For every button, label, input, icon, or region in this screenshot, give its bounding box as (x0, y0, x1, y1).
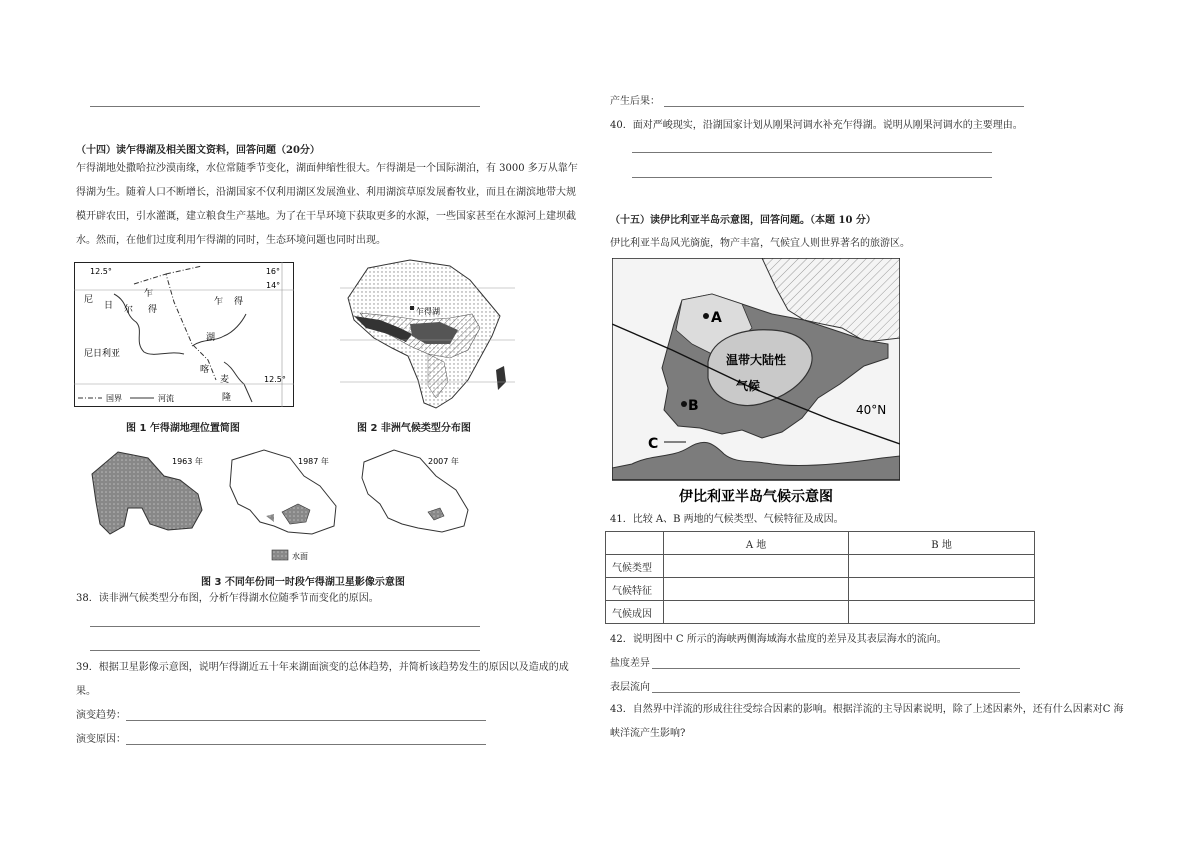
year-label: 2007 年 (428, 457, 459, 466)
figure-3-caption: 图 3 不同年份同一时段乍得湖卫星影像示意图 (201, 577, 405, 588)
table-header-cell: B 地 (849, 532, 1035, 555)
cause-answer-line[interactable] (126, 744, 486, 745)
country-label: 尼 (84, 295, 94, 305)
lake-label: 乍得湖 (416, 307, 440, 316)
lat-label: 12.5° (264, 375, 286, 384)
iberia-climate-map (612, 258, 900, 506)
year-label: 1963 年 (172, 457, 203, 466)
q14-paragraph: 乍得湖地处撒哈拉沙漠南缘，水位常随季节变化，湖面伸缩性很大。乍得湖是一个国际湖泊，有 3000 多万从靠乍得湖为生。随着人口不断增长，沿湖国家不仅利用湖区发展渔业、利用湖滨草原发展畜牧业，而且在湖滨地带大规模开辟农田，引水灌溉，建立粮食生产基地。为了在干旱环境下获取更多的水源，一些国家甚至在水源河上建坝截水。然而，在他们过度利用乍得湖的同时，生态环境问题也同时出现。 (76, 163, 578, 246)
lake-label: 乍 (144, 289, 154, 299)
legend-label: 河流 (158, 394, 174, 403)
lake-label: 湖 (206, 333, 216, 343)
answer-line[interactable] (90, 650, 480, 651)
cause-label: 演变原因： (76, 734, 126, 745)
point-b-label: B (688, 398, 699, 414)
q15-intro: 伊比利亚半岛风光旖旎，物产丰富，气候宜人则世界著名的旅游区。 (610, 238, 910, 249)
climate-comparison-table (605, 531, 1035, 624)
answer-cell[interactable] (664, 555, 849, 578)
figure-2-caption: 图 2 非洲气候类型分布图 (357, 423, 471, 434)
answer-cell[interactable] (849, 555, 1035, 578)
salinity-answer-line[interactable] (652, 668, 1020, 669)
point-c-label: C (648, 436, 659, 452)
row-label: 气候类型 (606, 555, 664, 578)
table-header-cell: A 地 (664, 532, 849, 555)
q14-header: （十四）读乍得湖及相关图文资料，回答问题（20分） (76, 145, 320, 156)
lat-label: 14° (266, 281, 281, 290)
figure-1-caption: 图 1 乍得湖地理位置简图 (126, 423, 240, 434)
consequence-label: 产生后果： (610, 96, 660, 107)
row-label: 气候特征 (606, 578, 664, 601)
latitude-label: 40°N (856, 403, 887, 417)
question-40: 40．面对严峻现实，沿湖国家计划从刚果河调水补充乍得湖。说明从刚果河调水的主要理由。 (610, 120, 1023, 131)
figure-3-images (88, 446, 478, 568)
legend-label: 国界 (106, 394, 122, 403)
lon-label: 16° (265, 267, 280, 276)
trend-answer-line[interactable] (126, 720, 486, 721)
table-header-cell (606, 532, 664, 555)
answer-line (90, 106, 480, 107)
country-label: 尼日利亚 (84, 349, 121, 359)
salinity-label: 盐度差异 (610, 658, 650, 669)
trend-label: 演变趋势： (76, 710, 126, 721)
answer-line[interactable] (90, 626, 480, 627)
question-43: 43．自然界中洋流的形成往往受综合因素的影响。根据洋流的主导因素说明，除了上述因素外，还有什么因素对C 海峡洋流产生影响? (610, 704, 1124, 739)
q15-header: （十五）读伊比利亚半岛示意图，回答问题。（本题 10 分） (610, 215, 876, 226)
lat-label: 12.5° (90, 267, 112, 276)
table-row (606, 555, 1035, 578)
country-label: 乍 (214, 297, 224, 307)
climate-zone-label: 温带大陆性 (726, 353, 787, 367)
lake-label: 得 (148, 305, 158, 315)
flow-label: 表层流向 (610, 682, 650, 693)
map-title: 伊比利亚半岛气候示意图 (679, 489, 833, 505)
question-42: 42．说明图中 C 所示的海峡两侧海域海水盐度的差异及其表层海水的流向。 (610, 634, 947, 645)
flow-answer-line[interactable] (652, 692, 1020, 693)
question-38: 38．读非洲气候类型分布图，分析乍得湖水位随季节而变化的原因。 (76, 593, 379, 604)
answer-cell[interactable] (849, 578, 1035, 601)
country-label: 得 (234, 297, 244, 307)
country-label: 日 (104, 301, 114, 311)
table-row (606, 601, 1035, 624)
country-label: 隆 (222, 393, 232, 403)
figure-1-map (74, 262, 294, 407)
climate-zone-label: 气候 (736, 379, 761, 393)
consequence-answer-line[interactable] (664, 106, 1024, 107)
table-row (606, 532, 1035, 555)
answer-line[interactable] (632, 177, 992, 178)
legend-label: 水面 (292, 552, 308, 561)
answer-line[interactable] (632, 152, 992, 153)
table-row (606, 578, 1035, 601)
country-label: 喀 (200, 365, 210, 375)
answer-cell[interactable] (849, 601, 1035, 624)
answer-cell[interactable] (664, 578, 849, 601)
question-39: 39．根据卫星影像示意图，说明乍得湖近五十年来湖面演变的总体趋势，并简析该趋势发生的原因以及造成的成果。 (76, 662, 569, 697)
year-label: 1987 年 (298, 457, 329, 466)
question-41: 41．比较 A、B 两地的气候类型、气候特征及成因。 (610, 514, 844, 525)
country-label: 麦 (220, 375, 230, 385)
answer-cell[interactable] (664, 601, 849, 624)
figure-2-map (340, 258, 515, 416)
country-label: 尔 (124, 305, 134, 315)
point-a-label: A (711, 310, 722, 326)
row-label: 气候成因 (606, 601, 664, 624)
